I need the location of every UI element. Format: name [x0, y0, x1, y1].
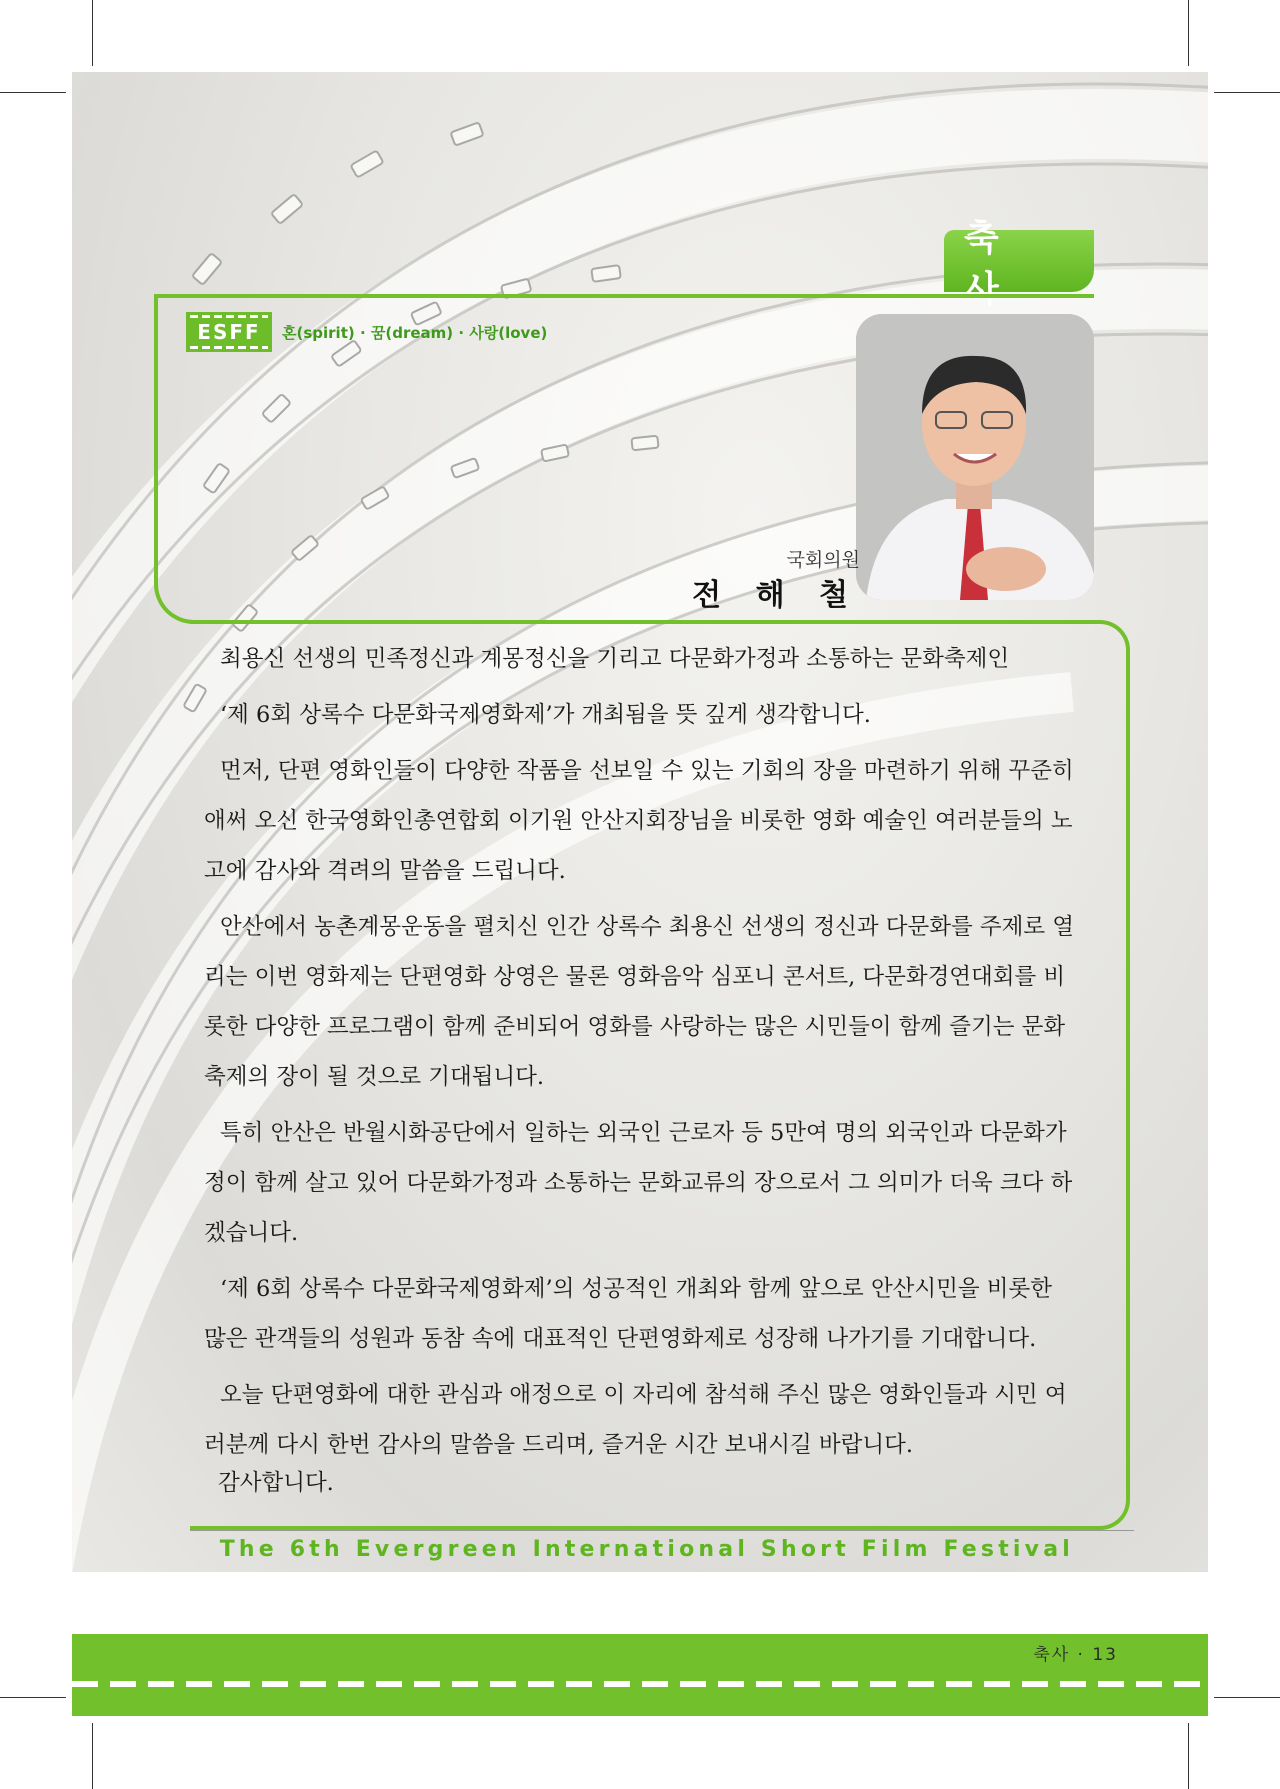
- crop-mark: [1188, 0, 1189, 66]
- footer-divider: [190, 1530, 1134, 1531]
- crop-mark: [1214, 92, 1280, 93]
- esff-logo-mark: ESFF: [186, 312, 272, 352]
- speaker-portrait: [856, 314, 1094, 600]
- festival-tagline: 혼(spirit) · 꿈(dream) · 사랑(love): [282, 323, 548, 342]
- crop-mark: [92, 1723, 93, 1789]
- crop-mark: [0, 1697, 66, 1698]
- paragraph: 안산에서 농촌계몽운동을 펼치신 인간 상록수 최용신 선생의 정신과 다문화를 주제로 열리는 이번 영화제는 단편영화 상영은 물론 영화음악 심포니 콘서트, 다문화경연대회를 비롯한 다양한 프로그램이 함께 준비되어 영화를 사랑하는 많은 시민들이 함께 즐기는 문화축제의 장이 될 것으로 기대됩니다.: [204, 914, 1074, 1090]
- page-footer-band: [72, 1634, 1208, 1716]
- paragraph: 먼저, 단편 영화인들이 다양한 작품을 선보일 수 있는 기회의 장을 마련하기 위해 꾸준히 애써 오신 한국영화인총연합회 이기원 안산지회장님을 비롯한 영화 예술인 여러분들의 노고에 감사와 격려의 말씀을 드립니다.: [204, 758, 1074, 884]
- speaker-role: 국회의원: [786, 549, 860, 571]
- paragraph: ‘제 6회 상록수 다문화국제영화제’의 성공적인 개최와 함께 앞으로 안산시민을 비롯한 많은 관객들의 성원과 동참 속에 대표적인 단편영화제로 성장해 나가기를 기대합니다.: [204, 1276, 1052, 1352]
- crop-mark: [1188, 1723, 1189, 1789]
- speaker-name: 전 해 철: [692, 578, 860, 613]
- section-title-tab: 축 사: [944, 230, 1094, 292]
- paragraph: 특히 안산은 반월시화공단에서 일하는 외국인 근로자 등 5만여 명의 외국인과 다문화가정이 함께 살고 있어 다문화가정과 소통하는 문화교류의 장으로서 그 의미가 더욱 크다 하겠습니다.: [204, 1120, 1073, 1246]
- film-dash-line: [72, 1681, 1208, 1687]
- festival-name: The 6th Evergreen International Short Film Festival: [219, 1537, 1074, 1562]
- paragraph: 오늘 단편영화에 대한 관심과 애정으로 이 자리에 참석해 주신 많은 영화인들과 시민 여러분께 다시 한번 감사의 말씀을 드리며, 즐거운 시간 보내시길 바랍니다.: [204, 1382, 1067, 1458]
- congratulatory-message: [204, 634, 1074, 1476]
- paragraph: 최용신 선생의 민족정신과 계몽정신을 기리고 다문화가정과 소통하는 문화축제인: [220, 646, 1010, 672]
- closing-line: 감사합니다.: [218, 1470, 334, 1496]
- paragraph: ‘제 6회 상록수 다문화국제영화제’가 개최됨을 뜻 깊게 생각합니다.: [220, 702, 871, 728]
- crop-mark: [92, 0, 93, 66]
- crop-mark: [1214, 1697, 1280, 1698]
- portrait-illustration: [856, 314, 1094, 600]
- crop-mark: [0, 92, 66, 93]
- page-number: 축사 · 13: [1033, 1645, 1118, 1665]
- festival-logo: [186, 312, 547, 352]
